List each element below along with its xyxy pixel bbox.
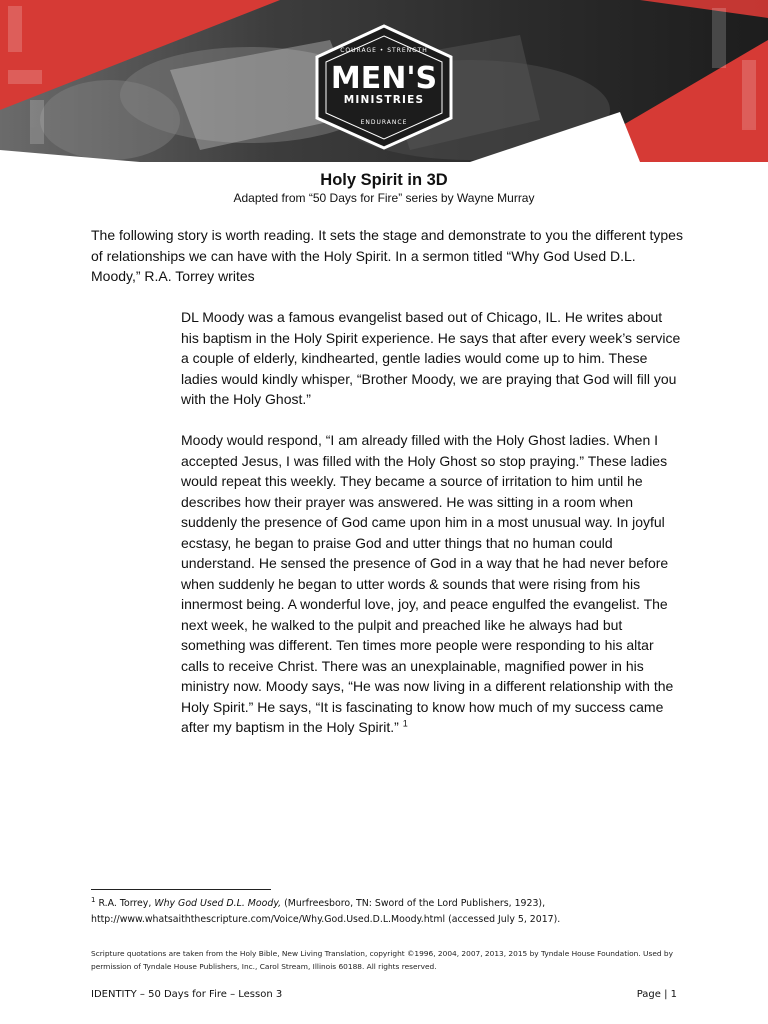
footnote-work-title: Why God Used D.L. Moody,: [154, 898, 282, 909]
footnote-url[interactable]: http://www.whatsaiththescripture.com/Voice/Why.God.Used.D.L.Moody.html (accessed July 5, 2017).: [91, 914, 561, 925]
page-subtitle: Adapted from “50 Days for Fire” series by Wayne Murray: [233, 191, 535, 205]
footnote-number: 1: [91, 895, 96, 904]
quote-paragraph-2: [181, 430, 681, 738]
footnote-publication: (Murfreesboro, TN: Sword of the Lord Publishers, 1923),: [281, 898, 546, 909]
logo-sub-text: MINISTRIES: [343, 94, 425, 106]
footer-lesson-label: IDENTITY – 50 Days for Fire – Lesson 3: [91, 989, 283, 1000]
footnote: [91, 896, 691, 928]
block-quote: [181, 307, 681, 758]
scripture-copyright-notice: Scripture quotations are taken from the Holy Bible, New Living Translation, copyright ©1996, 2004, 2007, 2013, 2015 by Tyndale House Foundation. Used by permission of Tyndale House Publishers, Inc., Carol Stream, Illinois 60188. All rights reserved.: [91, 949, 673, 971]
logo-bottom-arc: ENDURANCE: [360, 119, 408, 126]
page-title: Holy Spirit in 3D: [320, 171, 448, 189]
footnote-reference[interactable]: 1: [402, 718, 408, 729]
quote-paragraph-2-text: Moody would respond, “I am already filled with the Holy Ghost ladies. When I accepted Jesus, I was filled with the Holy Ghost so stop praying.” These ladies would repeat this weekly. They became a source of irritation to him until he describes how their prayer was answered. He was sitting in a room when suddenly the presence of God came upon him in a most unusual way. In joyful ecstasy, he began to praise God and utter things that no human could understand. He sensed the presence of God in a way that he had never before when suddenly he began to utter words & sounds that were rising from his innermost being. A wonderful love, joy, and peace engulfed the evangelist. The next week, he walked to the pulpit and preached like he always had but something was different. Ten times more people were responding to his altar calls to receive Christ. There was an unexplainable, magnified power in his ministry now. Moody says, “He was now living in a different relationship with the Holy Spirit.” He says, “It is fascinating to know how much of my success came after my baptism in the Holy Spirit.”: [181, 432, 674, 735]
intro-paragraph: The following story is worth reading. It sets the stage and demonstrate to you the different types of relationships we can have with the Holy Spirit. In a sermon titled “Why God Used D.L. Moody,” R.A. Torrey writes: [91, 227, 683, 284]
page-footer: [91, 988, 677, 1002]
logo-top-arc: COURAGE • STRENGTH: [340, 47, 428, 54]
footnote-divider: [91, 889, 271, 890]
quote-paragraph-1: DL Moody was a famous evangelist based out of Chicago, IL. He writes about his baptism in the Holy Spirit experience. He says that after every week’s service a couple of elderly, kindhearted, gentle ladies would come up to him. These ladies would kindly whisper, “Brother Moody, we are praying that God will fill you with the Holy Ghost.”: [181, 309, 681, 407]
banner-artwork: [0, 0, 768, 162]
footer-page-number: Page | 1: [636, 989, 677, 1000]
footnote-author: R.A. Torrey,: [98, 898, 155, 909]
footnote-citation: [91, 896, 691, 912]
logo-main-text: MEN'S: [330, 61, 438, 96]
header-banner: [0, 0, 768, 162]
